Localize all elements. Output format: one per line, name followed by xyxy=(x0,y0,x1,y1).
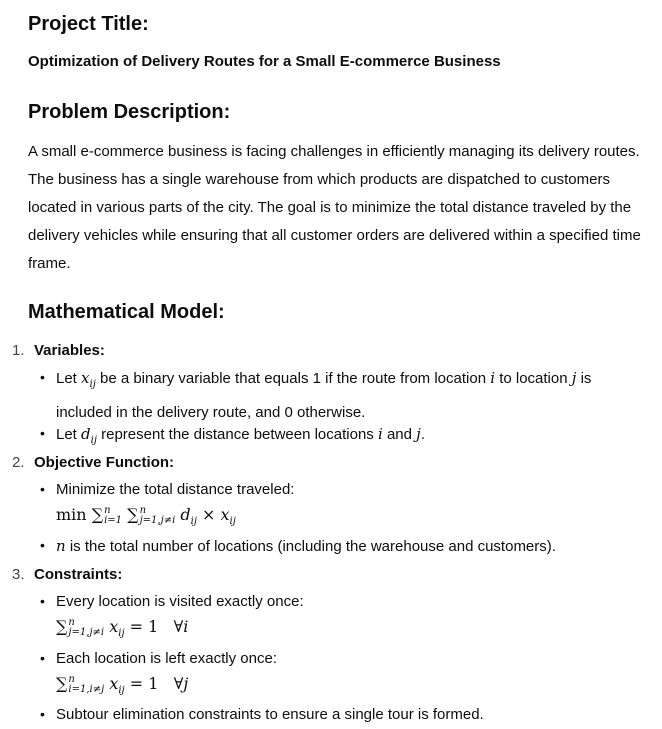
constraints-title: Constraints: xyxy=(34,566,123,583)
problem-description-text: A small e-commerce business is facing challenges in efficiently managing its delivery routes. The business has a single warehouse from which products are dispatched to customers located in various parts of the city. The goal is to minimize the total distance traveled by the delivery vehicles while ensuring that all customer orders are delivered within a specified time frame. xyxy=(28,143,641,272)
project-title-text: Optimization of Delivery Routes for a Small E-commerce Business xyxy=(28,53,501,70)
bullet-icon: • xyxy=(40,706,45,722)
bullet-icon: • xyxy=(40,650,45,666)
bullet-icon: • xyxy=(40,593,45,609)
bullet-icon: • xyxy=(40,481,45,497)
constraint-left-formula: ∑ n i=1,i≠j $x_{ij} = 1$ ∀j xyxy=(56,673,189,697)
list-number: 1. xyxy=(12,342,25,359)
bullet-icon: • xyxy=(40,425,45,441)
objective-function-title: Objective Function: xyxy=(34,454,175,471)
bullet-icon: • xyxy=(40,537,45,553)
list-number: 2. xyxy=(12,454,25,471)
objective-description: Minimize the total distance traveled: xyxy=(56,481,295,498)
mathematical-model-heading: Mathematical Model: xyxy=(28,301,225,323)
bullet-icon: • xyxy=(40,369,45,385)
project-title-heading: Project Title: xyxy=(28,13,149,35)
variable-x-description: Let $x_{ij}$ be a binary variable that equals 1 if the route from location i to location j is included in the delivery route, and 0 otherwise. xyxy=(56,369,592,421)
variable-d-description: Let $d_{ij}$ represent the distance between locations i and j. xyxy=(56,425,425,446)
variables-title: Variables: xyxy=(34,342,105,359)
constraint-visited-description: Every location is visited exactly once: xyxy=(56,593,304,610)
constraint-left-description: Each location is left exactly once: xyxy=(56,650,277,667)
objective-formula: min ∑ n i=1 ∑ n j=1,j≠i $d_{ij} \times x_{ij}$ xyxy=(56,504,236,528)
list-number: 3. xyxy=(12,566,25,583)
constraint-visited-formula: ∑ n j=1,j≠i $x_{ij} = 1$ ∀i xyxy=(56,616,189,640)
n-description: n is the total number of locations (including the warehouse and customers). xyxy=(56,537,556,555)
constraint-subtour-description: Subtour elimination constraints to ensure a single tour is formed. xyxy=(56,706,484,723)
problem-description-heading: Problem Description: xyxy=(28,101,231,123)
